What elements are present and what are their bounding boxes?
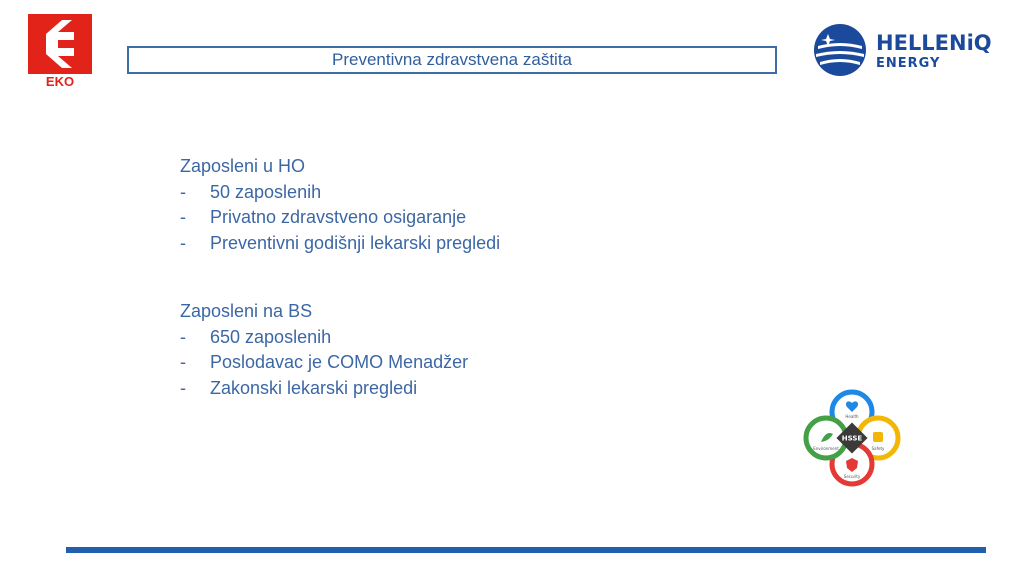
bullet-dash: - <box>180 181 186 202</box>
security-label: Security <box>843 474 861 479</box>
hellenic-energy-logo <box>812 22 1012 78</box>
list-item-text: 50 zaposlenih <box>210 181 322 202</box>
list-item-text: Zakonski lekarski pregledi <box>210 377 418 398</box>
page-title: Preventivna zdravstvena zaštita <box>331 50 572 69</box>
hellenic-brand-text: HELLENiQ <box>876 31 992 55</box>
hsse-logo <box>800 388 904 492</box>
list-item-text: Preventivni godišnji lekarski pregledi <box>210 232 501 253</box>
safety-label: Safety <box>871 446 885 451</box>
list-item <box>180 180 500 206</box>
bullet-dash: - <box>180 326 186 347</box>
bullet-dash: - <box>180 232 186 253</box>
list-item-text: 650 zaposlenih <box>210 326 332 347</box>
list-item <box>180 350 468 376</box>
section-head-office <box>180 154 500 256</box>
list-item <box>180 325 468 351</box>
bullet-dash: - <box>180 377 186 398</box>
hsse-center-text: HSSE <box>841 434 863 443</box>
footer-bar <box>66 547 986 553</box>
bullet-dash: - <box>180 207 186 227</box>
bullet-dash: - <box>180 352 186 372</box>
eko-logo-text: EKO <box>45 74 75 88</box>
eko-logo <box>28 14 92 88</box>
environment-label: Environment <box>813 446 839 451</box>
hellenic-sub-text: ENERGY <box>876 56 941 71</box>
title-box <box>127 46 777 74</box>
section-heading: Zaposleni na BS <box>180 301 313 321</box>
section-heading: Zaposleni u HO <box>180 156 306 176</box>
list-item <box>180 205 500 231</box>
list-item-text: Privatno zdravstveno osigaranje <box>210 207 467 227</box>
helmet-icon <box>873 432 883 442</box>
list-item <box>180 376 468 402</box>
list-item-text: Poslodavac je COMO Menadžer <box>210 352 469 372</box>
section-stations <box>180 299 468 401</box>
health-label: Health <box>845 414 859 419</box>
list-item <box>180 231 500 257</box>
